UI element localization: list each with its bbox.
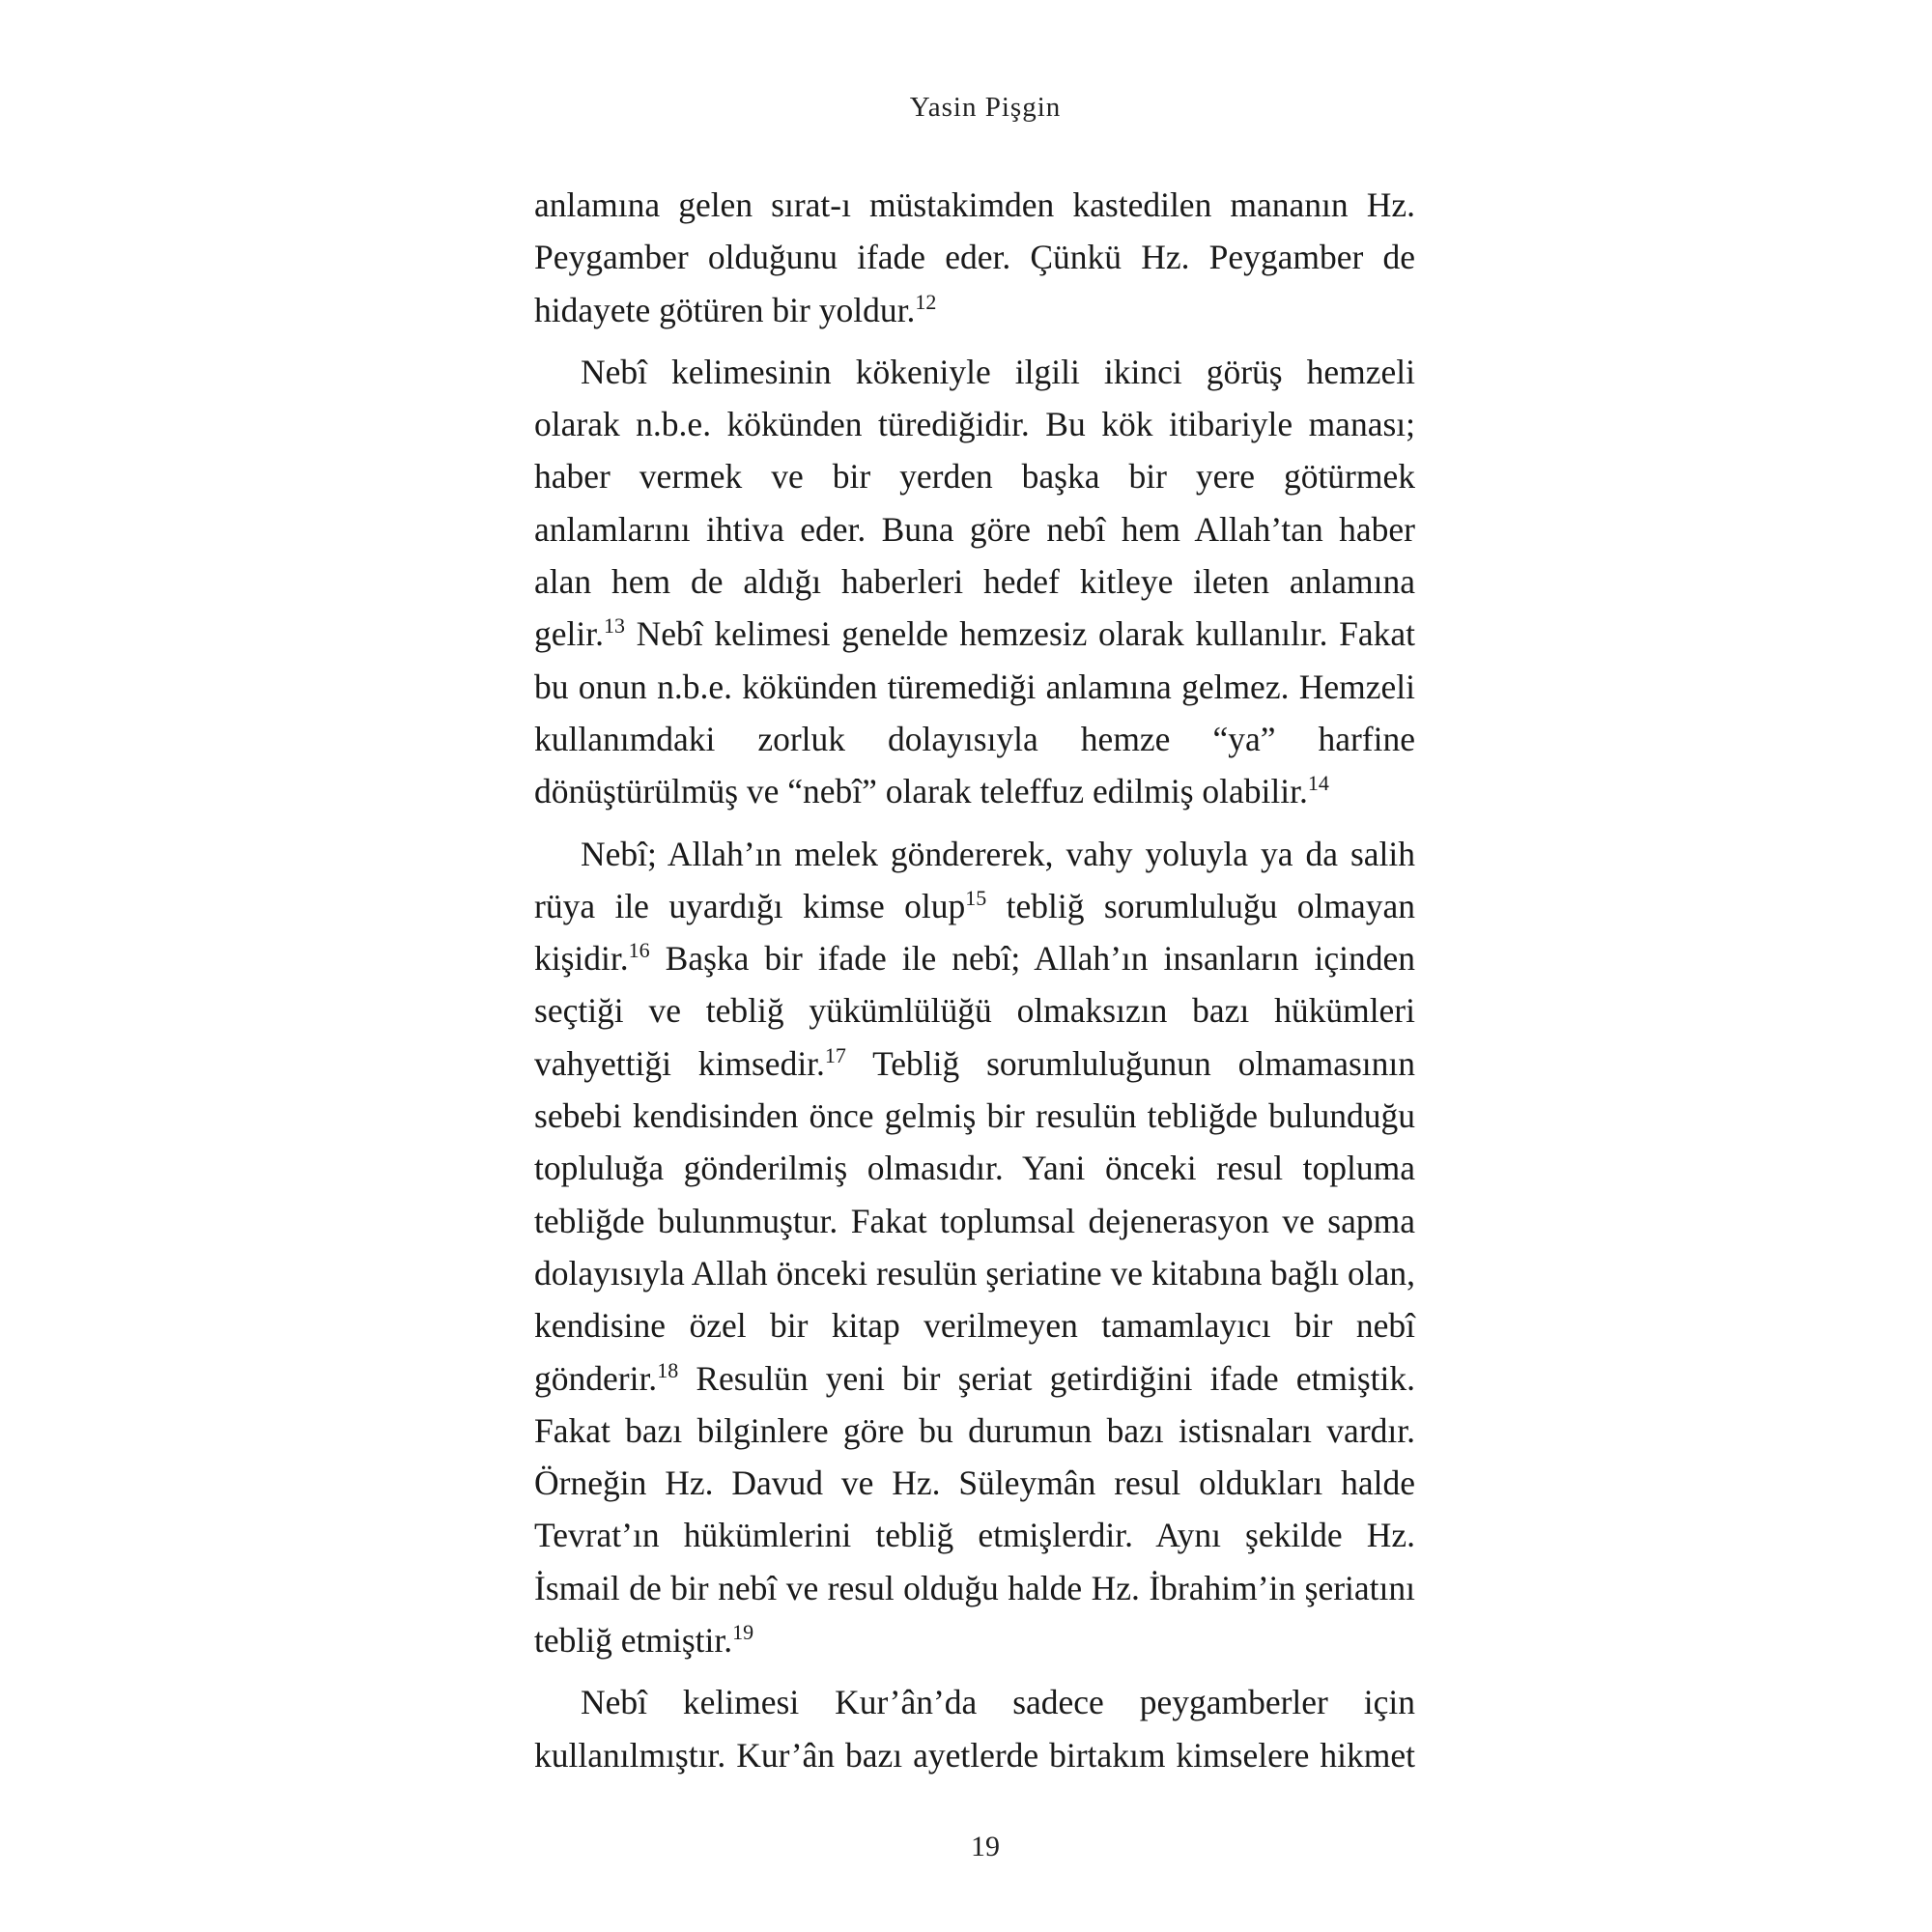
paragraph-2 [534,346,1415,818]
page-number: 19 [971,1831,1000,1862]
paragraph-3-text-5: Resulün yeni bir şeriat getirdiğini ifade etmiştik. Fakat bazı bilginlere göre bu durumun bazı istisnaları vardır. Örneğin Hz. Davud ve Hz. Süleymân resul oldukları halde Tevrat’ın hükümlerini tebliğ etmişlerdir. Aynı şekilde Hz. İsmail de bir nebî ve resul olduğu halde Hz. İbrahim’in şeriatını tebliğ etmiştir. [534,1358,1415,1661]
body-text [534,179,1415,1791]
footnote-ref-19: 19 [732,1620,754,1645]
footnote-ref-16: 16 [628,938,650,963]
footnote-ref-17: 17 [824,1042,846,1067]
paragraph-3-text-3: Başka bir ifade ile nebî; Allah’ın insanların içinden seçtiği ve tebliğ yükümlülüğü olmaksızın bazı hükümleri vahyettiği kimsedir. [534,939,1415,1083]
footnote-ref-15: 15 [965,885,987,910]
footnote-ref-14: 14 [1307,771,1329,796]
paragraph-4 [534,1676,1415,1781]
paragraph-1 [534,179,1415,336]
paragraph-3-text-1: Nebî; Allah’ın melek göndererek, vahy yoluyla ya da salih rüya ile uyardığı kimse olup [534,834,1415,925]
footnote-ref-13: 13 [603,613,625,639]
paragraph-2-text-2: Nebî kelimesi genelde hemzesiz olarak kullanılır. Fakat bu onun n.b.e. kökünden türemediği anlamına gelmez. Hemzeli kullanımdaki zorluk dolayısıyla hemze “ya” harfine dönüştürülmüş ve “nebî” olarak teleffuz edilmiş olabilir. [534,614,1415,811]
footnote-ref-12: 12 [915,289,937,314]
paragraph-3 [534,828,1415,1667]
paragraph-2-text-1: Nebî kelimesinin kökeniyle ilgili ikinci görüş hemzeli olarak n.b.e. kökünden türediğidir. Bu kök itibariyle manası; haber vermek ve bir yerden başka bir yere götürmek anlamlarını ihtiva eder. Buna göre nebî hem Allah’tan haber alan hem de aldığı haberleri hedef kitleye ileten anlamına gelir. [534,352,1415,654]
running-header-author: Yasin Pişgin [909,92,1062,123]
paragraph-3-text-4: Tebliğ sorumluluğunun olmamasının sebebi kendisinden önce gelmiş bir resulün tebliğde bulunduğu topluluğa gönderilmiş olmasıdır. Yani önceki resul topluma tebliğde bulunmuştur. Fakat toplumsal dejenerasyon ve sapma dolayısıyla Allah önceki resulün şeriatine ve kitabına bağlı olan, kendisine özel bir kitap verilmeyen tamamlayıcı bir nebî gönderir. [534,1043,1415,1398]
paragraph-4-text-1: Nebî kelimesi Kur’ân’da sadece peygamberler için kullanılmıştır. Kur’ân bazı ayetlerde birtakım kimselere hikmet [534,1683,1415,1775]
footnote-ref-18: 18 [657,1357,679,1382]
paragraph-3-text-2: tebliğ sorumluluğu olmayan kişidir. [534,886,1415,979]
paragraph-1-text-1: anlamına gelen sırat-ı müstakimden kastedilen mananın Hz. Peygamber olduğunu ifade eder. Çünkü Hz. Peygamber de hidayete götüren bir yoldur. [534,185,1415,329]
